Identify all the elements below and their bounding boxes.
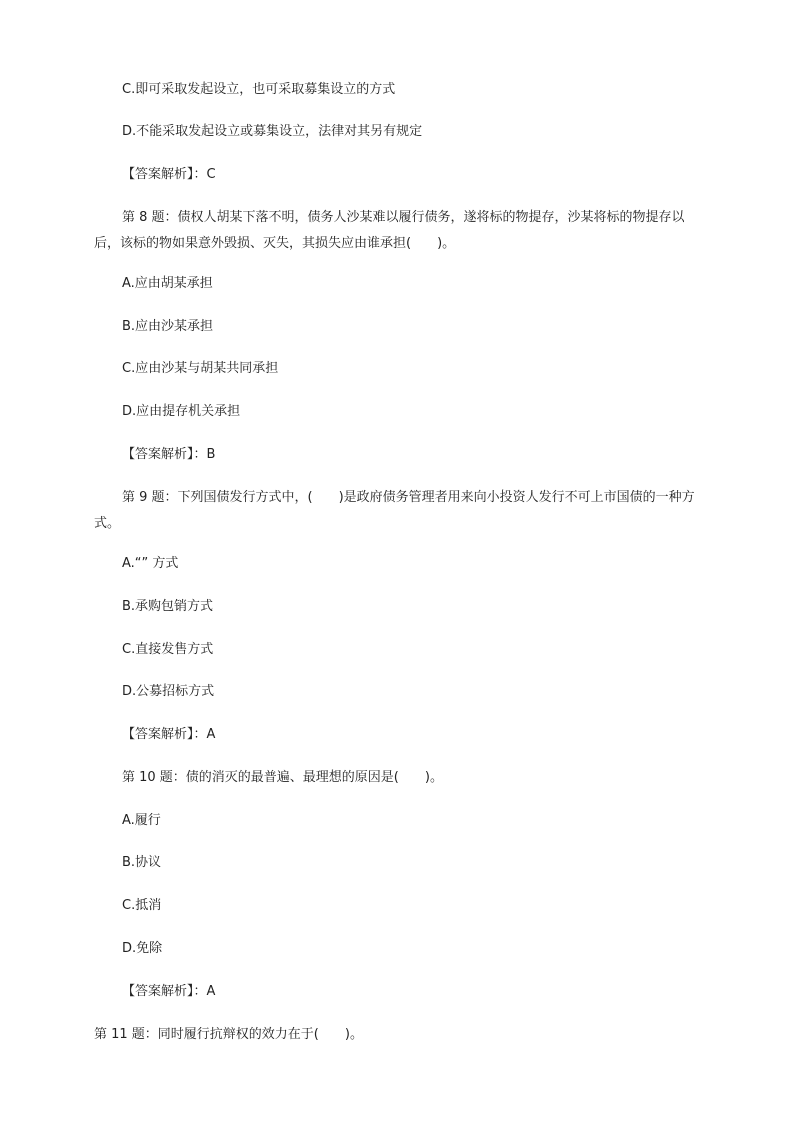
option-d-q8: D.应由提存机关承担 xyxy=(122,404,241,419)
option-c-q8: C.应由沙某与胡某共同承担 xyxy=(122,361,279,376)
question-8: 第 8 题：债权人胡某下落不明，债务人沙某难以履行债务，遂将标的物提存，沙某将标的物提存以后，该标的物如果意外毁损、灭失，其损失应由谁承担( )。 xyxy=(94,210,685,251)
answer-q7: 【答案解析】：C xyxy=(122,167,216,182)
option-c-q7: C.即可采取发起设立，也可采取募集设立的方式 xyxy=(122,82,396,97)
option-a-q10: A.履行 xyxy=(122,813,161,828)
option-d-q9: D.公募招标方式 xyxy=(122,684,215,699)
option-b-q9: B.承购包销方式 xyxy=(122,599,214,614)
question-11: 第 11 题：同时履行抗辩权的效力在于( )。 xyxy=(94,1027,363,1042)
option-c-q10: C.抵消 xyxy=(122,898,162,913)
option-a-q9: A.“” 方式 xyxy=(122,556,179,571)
question-9: 第 9 题：下列国债发行方式中，( )是政府债务管理者用来向小投资人发行不可上市国债的一种方式。 xyxy=(94,490,695,531)
option-a-q8: A.应由胡某承担 xyxy=(122,276,213,291)
option-c-q9: C.直接发售方式 xyxy=(122,642,214,657)
answer-q10: 【答案解析】：A xyxy=(122,984,216,999)
option-d-q10: D.免除 xyxy=(122,941,163,956)
question-10: 第 10 题：债的消灭的最普遍、最理想的原因是( )。 xyxy=(122,770,443,785)
option-b-q8: B.应由沙某承担 xyxy=(122,319,214,334)
answer-q8: 【答案解析】：B xyxy=(122,447,216,462)
option-d-q7: D.不能采取发起设立或募集设立，法律对其另有规定 xyxy=(122,124,423,139)
answer-q9: 【答案解析】：A xyxy=(122,727,216,742)
option-b-q10: B.协议 xyxy=(122,855,162,870)
